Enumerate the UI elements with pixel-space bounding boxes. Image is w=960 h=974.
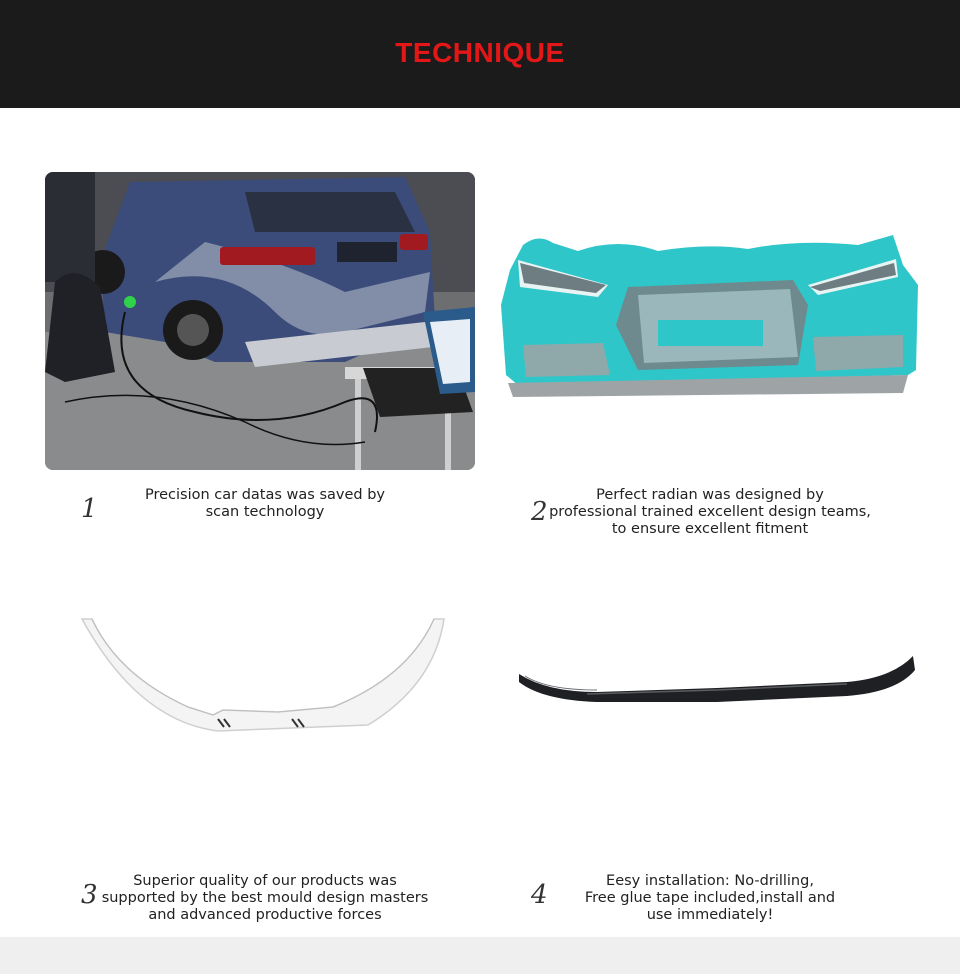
white-lip-spoiler-image [78,615,448,735]
step-number-1: 1 [81,494,98,524]
step-number-2: 2 [531,497,548,527]
bumper-design-image [498,225,920,405]
step-caption-4: Eesy installation: No-drilling, Free glue tape included,install and use immediately! [584,873,836,923]
scan-photo [45,172,475,470]
step-caption-3: Superior quality of our products was supported by the best mould design masters and advanced productive forces [101,873,429,923]
step-caption-1: Precision car datas was saved by scan technology [144,487,385,520]
page-title: TECHNIQUE [395,37,565,68]
page-header [0,0,960,108]
footer-band [0,937,960,974]
black-lip-spoiler-image [517,652,917,706]
step-number-3: 3 [81,880,98,910]
step-caption-2: Perfect radian was designed by professional trained excellent design teams, to ensure excellent fitment [549,487,871,537]
step-number-4: 4 [531,880,548,910]
